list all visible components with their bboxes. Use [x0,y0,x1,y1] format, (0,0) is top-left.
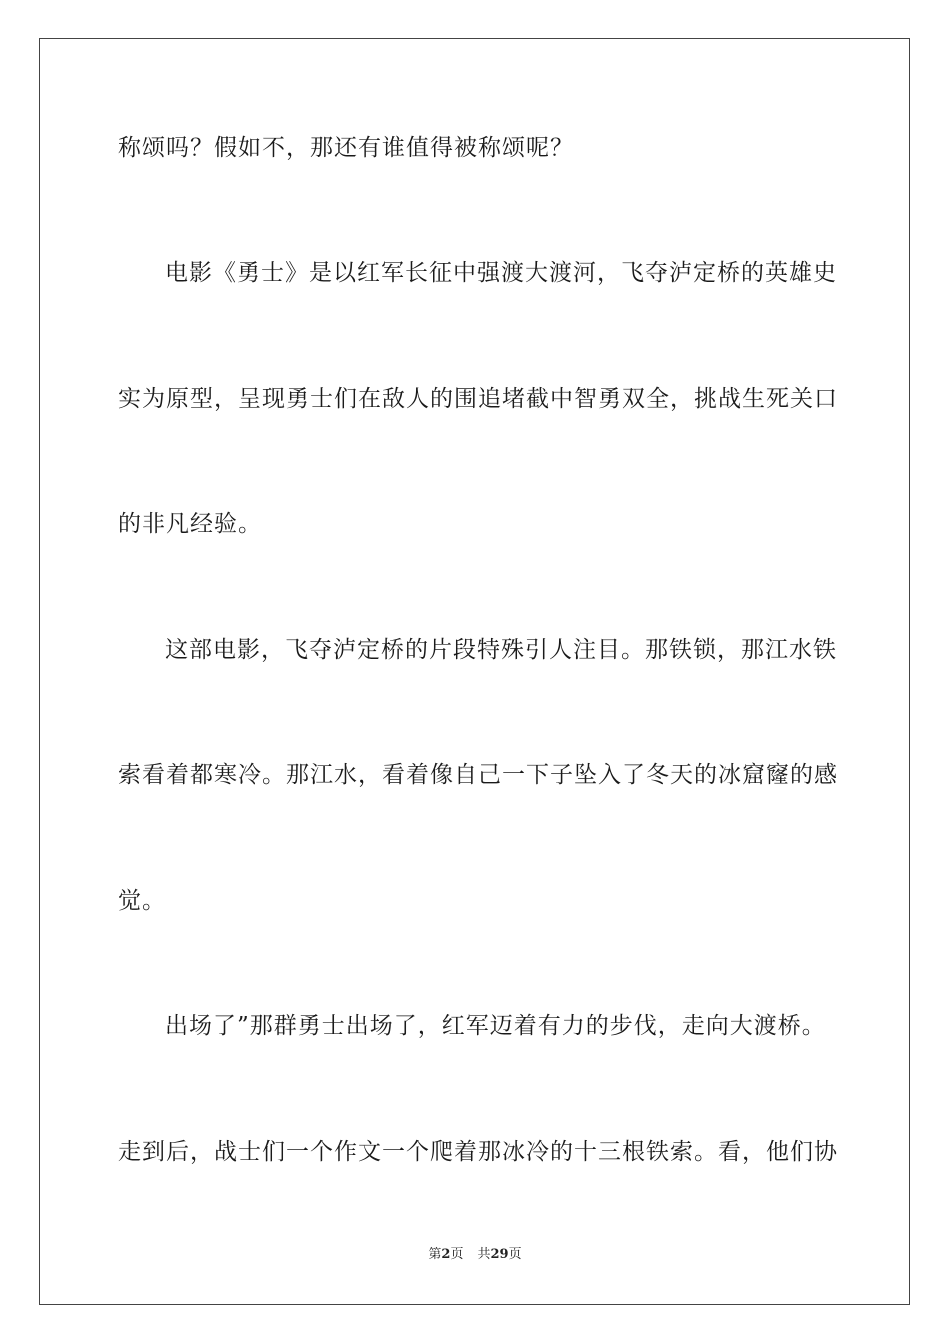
footer-total-pages: 29 [490,1247,509,1262]
text-line-9: 走到后，战士们一个作文一个爬着那冰冷的十三根铁索。看，他们协 [118,1139,838,1165]
text-line-1: 称颂吗？假如不，那还有谁值得被称颂呢？ [118,135,574,161]
text-line-5: 这部电影，飞夺泸定桥的片段特殊引人注目。那铁锁，那江水铁 [165,637,837,663]
text-line-7: 觉。 [118,888,166,914]
page-footer [0,1246,950,1264]
text-line-2: 电影《勇士》是以红军长征中强渡大渡河，飞夺泸定桥的英雄史 [165,260,837,286]
footer-prefix: 第 [428,1247,442,1262]
footer-total-prefix: 共 [477,1247,491,1262]
footer-total-unit: 页 [508,1247,522,1262]
text-line-3: 实为原型，呈现勇士们在敌人的围追堵截中智勇双全，挑战生死关口 [118,386,838,412]
footer-page-unit: 页 [450,1247,464,1262]
text-line-4: 的非凡经验。 [118,511,262,537]
page-border [39,38,910,1305]
text-line-8: 出场了”那群勇士出场了，红军迈着有力的步伐，走向大渡桥。 [165,1013,826,1039]
footer-page-number: 2 [441,1247,451,1262]
text-line-6: 索看着都寒冷。那江水，看着像自己一下子坠入了冬天的冰窟窿的感 [118,762,838,788]
